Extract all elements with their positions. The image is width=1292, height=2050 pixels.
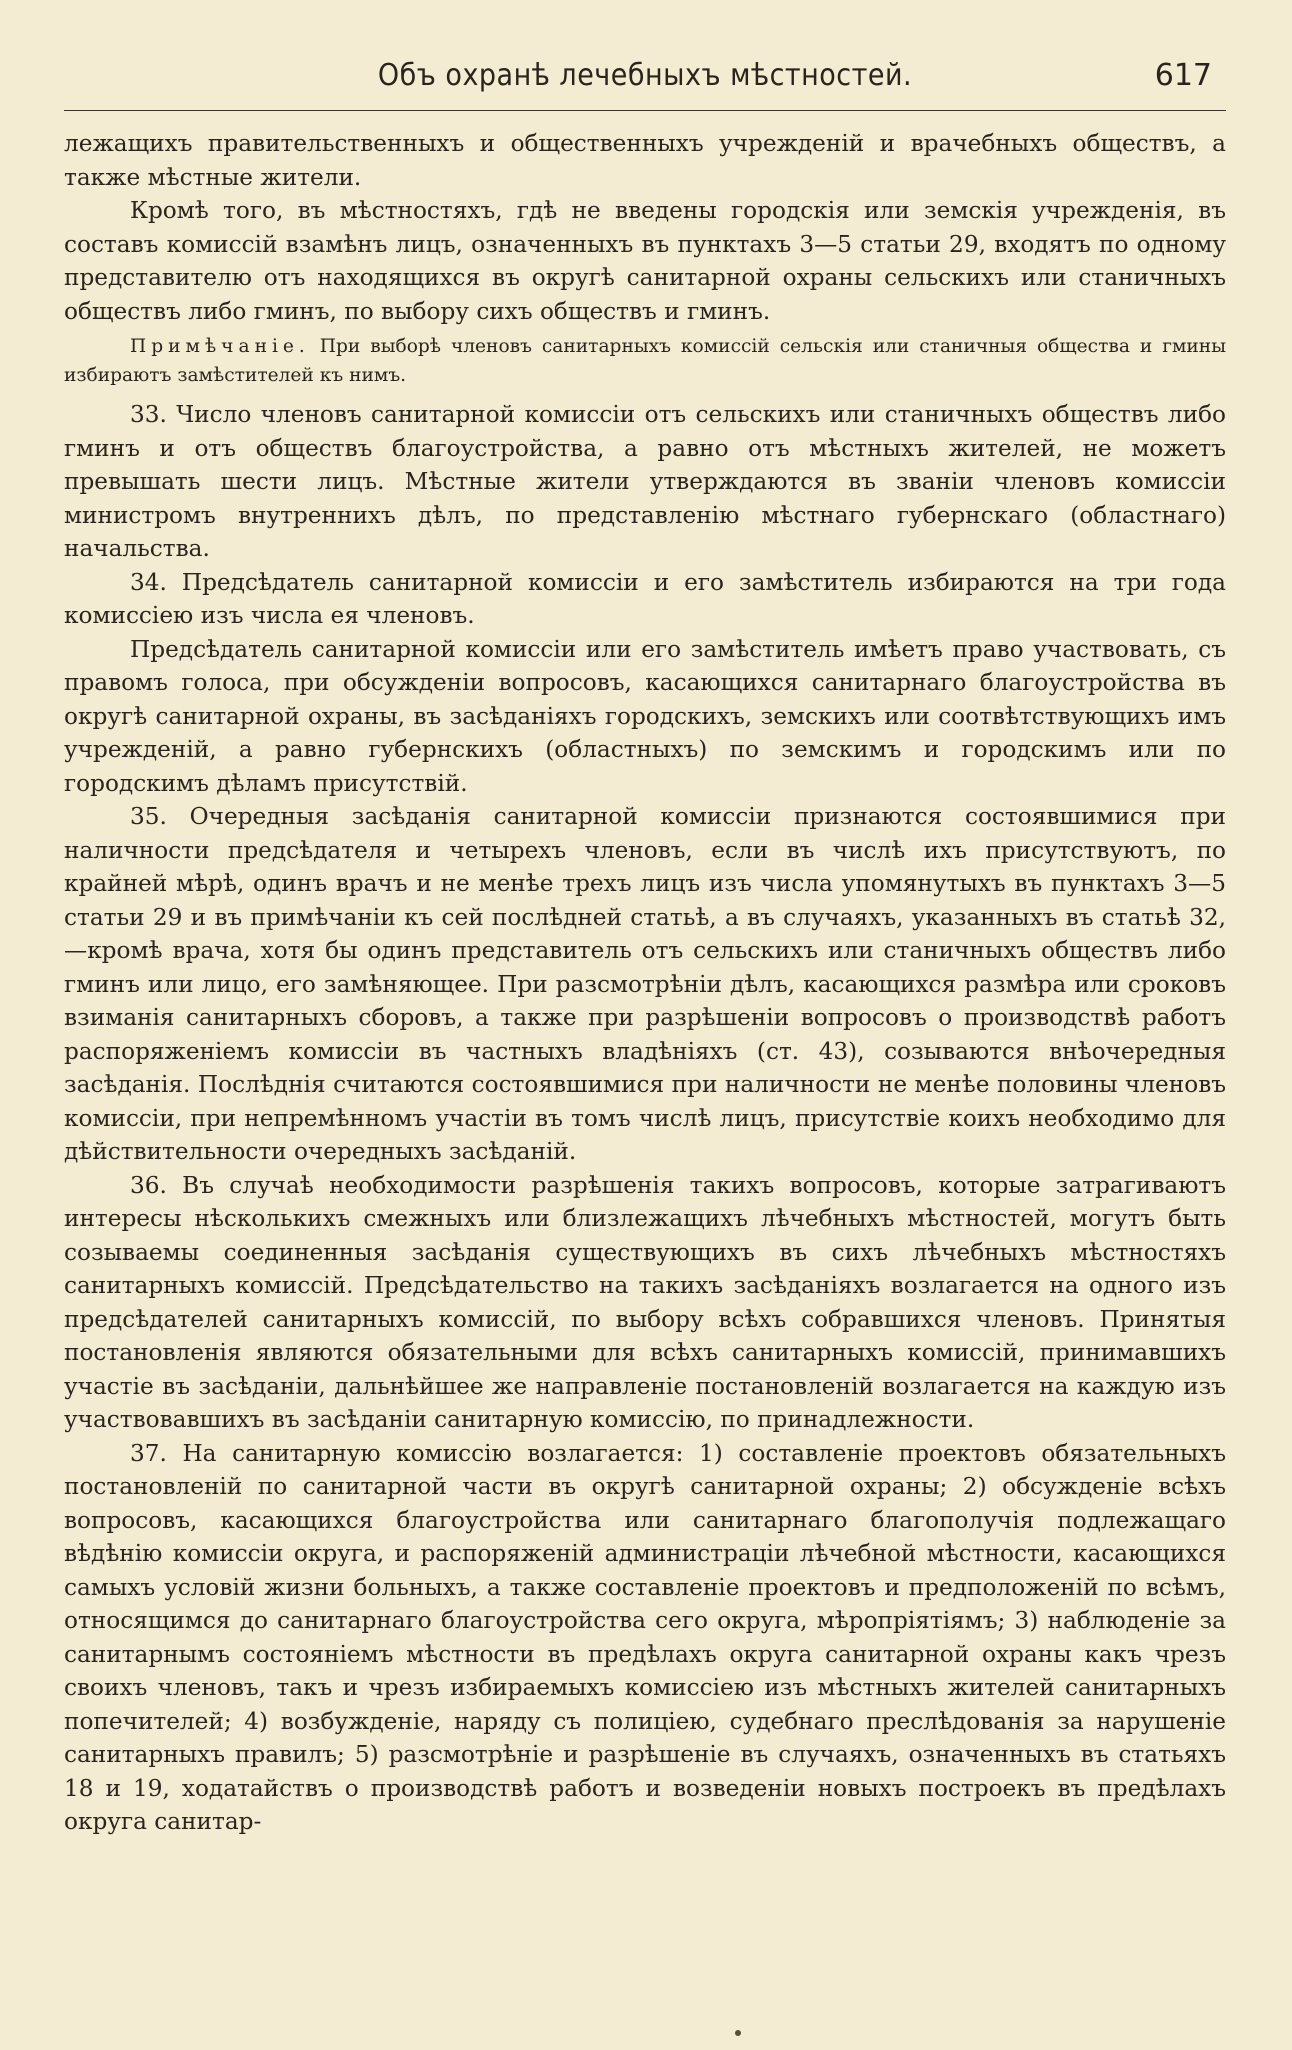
paragraph: Предсѣдатель санитарной комиссіи или его замѣститель имѣетъ право участвовать, съ правомъ голоса, при обсужденіи вопросовъ, касающихся санитарнаго благоустройства въ округѣ санитарной охраны, въ засѣданіяхъ городскихъ, земскихъ или соотвѣтствующихъ имъ учрежденій, а равно губернскихъ (областныхъ) по земскимъ и городскимъ или по городскимъ дѣламъ присутствій.	[64, 635, 1226, 797]
article-36: 36. Въ случаѣ необходимости разрѣшенія такихъ вопросовъ, которые затрагиваютъ интересы нѣсколькихъ смежныхъ или близлежащихъ лѣчебныхъ мѣстностей, могутъ быть созываемы соединенныя засѣданія существующихъ въ сихъ лѣчебныхъ мѣстностяхъ санитарныхъ комиссій. Предсѣдательство на такихъ засѣданіяхъ возлагается на одного изъ предсѣдателей санитарныхъ комиссій, по выбору всѣхъ собравшихся членовъ. Принятыя постановленія являются обязательными для всѣхъ санитарныхъ комиссій, принимавшихъ участіе въ засѣданіи, дальнѣйшее же направленіе постановленій возлагается на каждую изъ участвовавшихъ въ засѣданіи санитарную комиссію, по принадлежности.	[64, 1171, 1226, 1433]
note-paragraph	[64, 332, 1226, 390]
running-header	[64, 54, 1226, 111]
page-title: Объ охранѣ лечебныхъ мѣстностей.	[377, 58, 913, 93]
article-33: 33. Число членовъ санитарной комиссіи отъ сельскихъ или станичныхъ обществъ либо гминъ и отъ обществъ благоустройства, а равно отъ мѣстныхъ жителей, не можетъ превышать шести лицъ. Мѣстные жители утверждаются въ званіи членовъ комиссіи министромъ внутреннихъ дѣлъ, по представленію мѣстнаго губернскаго (областнаго) начальства.	[64, 401, 1226, 562]
paragraph-continuation: лежащихъ правительственныхъ и общественныхъ учрежденій и врачебныхъ обществъ, а также мѣстные жители.	[64, 130, 1226, 191]
note-label: Примѣчаніе.	[130, 336, 310, 357]
article-34: 34. Предсѣдатель санитарной комиссіи и его замѣститель избираются на три года комиссіею изъ числа ея членовъ.	[64, 568, 1226, 629]
note-text: При выборѣ членовъ санитарныхъ комиссій сельскія или станичныя общества и гмины избираютъ замѣстителей къ нимъ.	[64, 336, 1226, 386]
body-text	[64, 127, 1226, 1839]
article-35: 35. Очередныя засѣданія санитарной комиссіи признаются состоявшимися при наличности предсѣдателя и четырехъ членовъ, если въ числѣ ихъ присутствуютъ, по крайней мѣрѣ, одинъ врачъ и не менѣе трехъ лицъ изъ числа упомянутыхъ въ пунктахъ 3—5 статьи 29 и въ примѣчаніи къ сей послѣдней статьѣ, а въ случаяхъ, указанныхъ въ статьѣ 32,—кромѣ врача, хотя бы одинъ представитель отъ сельскихъ или станичныхъ обществъ либо гминъ или лицо, его замѣняющее. При разсмотрѣніи дѣлъ, касающихся размѣра или сроковъ взиманія санитарныхъ сборовъ, а также при разрѣшеніи вопросовъ о производствѣ работъ распоряженіемъ комиссіи въ частныхъ владѣніяхъ (ст. 43), созываются внѣочередныя засѣданія. Послѣднія считаются состоявшимися при наличности не менѣе половины членовъ комиссіи, при непремѣнномъ участіи въ томъ числѣ лицъ, присутствіе коихъ необходимо для дѣйствительности очередныхъ засѣданій.	[64, 803, 1226, 1165]
page-number: 617	[1154, 58, 1212, 93]
article-37: 37. На санитарную комиссію возлагается: 1) составленіе проектовъ обязательныхъ постановленій по санитарной части въ округѣ санитарной охраны; 2) обсужденіе всѣхъ вопросовъ, касающихся благоустройства или санитарнаго благополучія подлежащаго вѣдѣнію комиссіи округа, и распоряженій администраціи лѣчебной мѣстности, касающихся самыхъ условій жизни больныхъ, а также составленіе проектовъ и предположеній по всѣмъ, относящимся до санитарнаго благоустройства сего округа, мѣропріятіямъ; 3) наблюденіе за санитарнымъ состояніемъ мѣстности въ предѣлахъ округа санитарной охраны какъ чрезъ своихъ членовъ, такъ и чрезъ избираемыхъ комиссіею изъ мѣстныхъ жителей санитарныхъ попечителей; 4) возбужденіе, наряду съ полиціею, судебнаго преслѣдованія за нарушеніе санитарныхъ правилъ; 5) разсмотрѣніе и разрѣшеніе въ случаяхъ, означенныхъ въ статьяхъ 18 и 19, ходатайствъ о производствѣ работъ и возведеніи новыхъ построекъ въ предѣлахъ округа санитар-	[64, 1439, 1226, 1835]
page-speck	[735, 2030, 741, 2036]
paragraph: Кромѣ того, въ мѣстностяхъ, гдѣ не введены городскія или земскія учрежденія, въ составъ комиссій взамѣнъ лицъ, означенныхъ въ пунктахъ 3—5 статьи 29, входятъ по одному представителю отъ находящихся въ округѣ санитарной охраны сельскихъ или станичныхъ обществъ либо гминъ, по выбору сихъ обществъ и гминъ.	[64, 197, 1226, 325]
